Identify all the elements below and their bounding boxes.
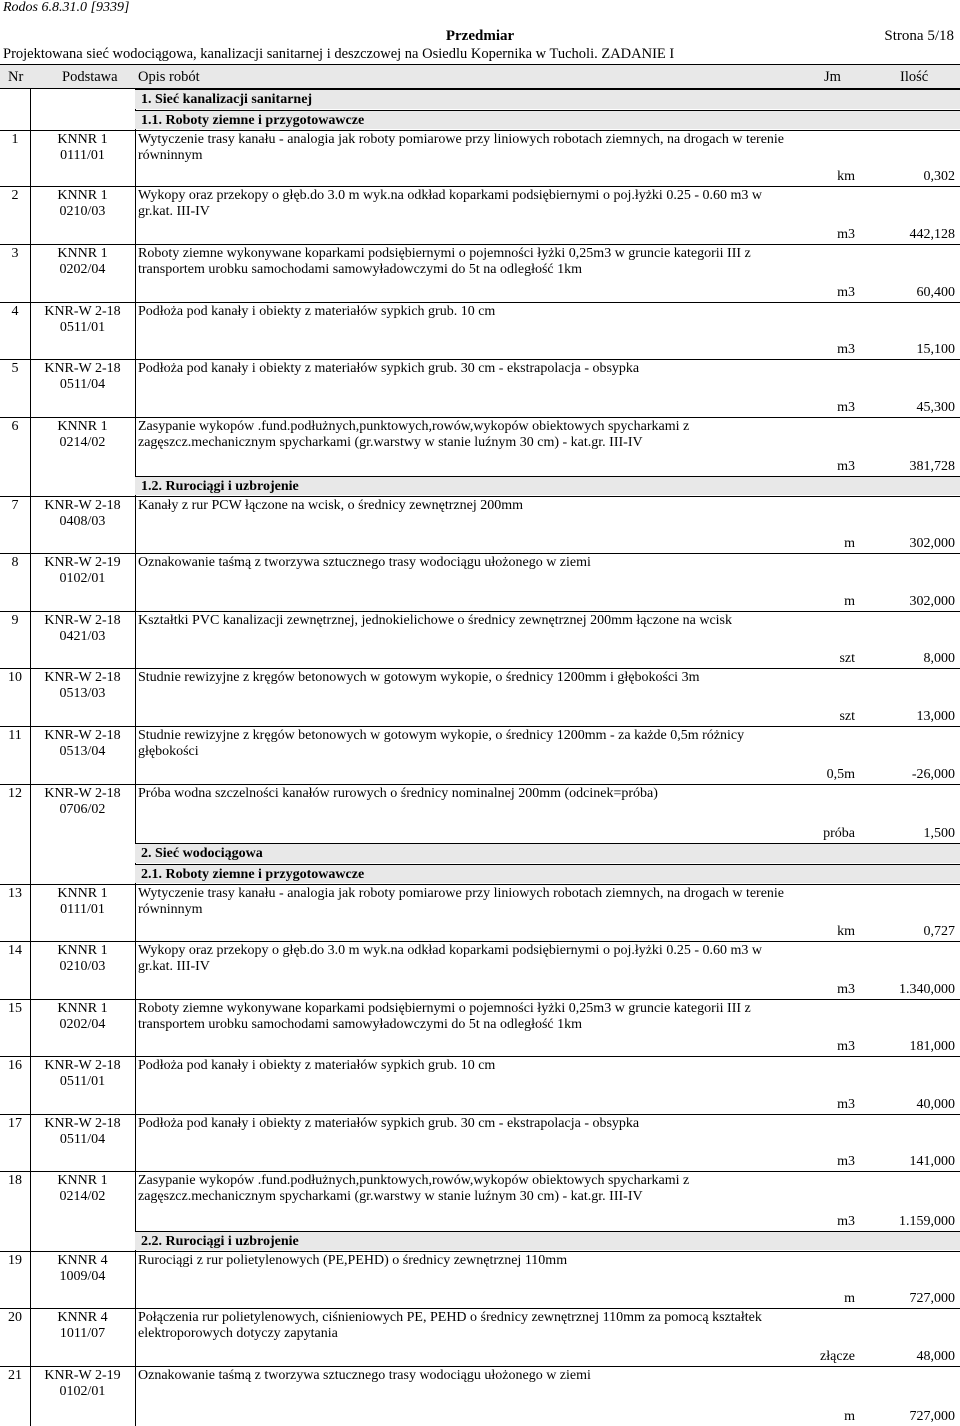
row-basis [30, 361, 135, 393]
section-heading: 2.1. Roboty ziemne i przygotowawcze [135, 864, 960, 883]
table-row [0, 611, 960, 668]
row-unit: m3 [837, 982, 855, 997]
row-number: 6 [11, 419, 19, 434]
row-description: Oznakowanie taśmą z tworzywa sztucznego trasy wodociągu ułożonego w ziemi [138, 555, 591, 570]
row-quantity: 60,400 [916, 285, 955, 300]
row-quantity: 141,000 [909, 1154, 955, 1169]
row-basis [30, 1058, 135, 1090]
row-quantity: 1.159,000 [899, 1214, 955, 1229]
row-quantity: 302,000 [909, 594, 955, 609]
row-basis [30, 498, 135, 530]
row-basis-catalog: KNNR 1 [57, 188, 108, 203]
row-number: 9 [11, 613, 19, 628]
row-quantity: 1,500 [923, 826, 955, 841]
row-basis [30, 555, 135, 587]
row-number: 14 [8, 943, 22, 958]
row-basis-catalog: KNR-W 2-18 [44, 361, 121, 376]
row-basis-position: 0706/02 [59, 802, 106, 817]
row-description: Wytyczenie trasy kanału - analogia jak roboty pomiarowe przy liniowych robotach ziemnych, na drogach w terenie równinnym [138, 886, 785, 917]
row-number: 19 [8, 1253, 22, 1268]
row-number: 13 [8, 886, 22, 901]
row-basis [30, 1368, 135, 1400]
table-row [0, 884, 960, 941]
row-basis-position: 0511/01 [59, 320, 106, 335]
section-heading: 1.1. Roboty ziemne i przygotowawcze [135, 110, 960, 129]
column-header-nr: Nr [8, 69, 24, 85]
row-basis [30, 613, 135, 645]
row-description: Studnie rewizyjne z kręgów betonowych w gotowym wykopie, o średnicy 1200mm i głębokości 3m [138, 670, 700, 685]
row-number: 18 [8, 1173, 22, 1188]
row-quantity: -26,000 [911, 767, 955, 782]
row-description: Wykopy oraz przekopy o głęb.do 3.0 m wyk.na odkład koparkami podsiębiernymi o poj.łyżki 0.25 - 0.60 m3 w gr.kat. III-IV [138, 943, 762, 974]
row-basis-position: 1009/04 [59, 1269, 106, 1284]
row-description: Wykopy oraz przekopy o głęb.do 3.0 m wyk.na odkład koparkami podsiębiernymi o poj.łyżki 0.25 - 0.60 m3 w gr.kat. III-IV [138, 188, 762, 219]
row-description: Studnie rewizyjne z kręgów betonowych w gotowym wykopie, o średnicy 1200mm - za każde 0,5m różnicy głębokości [138, 728, 745, 759]
row-basis-position: 0511/01 [59, 1074, 106, 1089]
row-basis-position: 0202/04 [59, 262, 106, 277]
row-description: Podłoża pod kanały i obiekty z materiałów sypkich grub. 30 cm - ekstrapolacja - obsypka [138, 1116, 640, 1131]
table-row [0, 1251, 960, 1308]
row-unit: szt [839, 709, 855, 724]
row-unit: 0,5m [826, 767, 855, 782]
row-basis-catalog: KNR-W 2-19 [44, 555, 121, 570]
row-basis-catalog: KNR-W 2-19 [44, 1368, 121, 1383]
row-basis [30, 304, 135, 336]
row-quantity: 302,000 [909, 536, 955, 551]
row-basis-catalog: KNNR 1 [57, 419, 108, 434]
row-unit: próba [823, 826, 855, 841]
row-basis [30, 1173, 135, 1205]
row-number: 10 [8, 670, 22, 685]
table-row [0, 1056, 960, 1114]
row-basis [30, 728, 135, 760]
row-unit: m3 [837, 285, 855, 300]
row-description: Wytyczenie trasy kanału - analogia jak roboty pomiarowe przy liniowych robotach ziemnych, na drogach w terenie równinnym [138, 132, 785, 163]
column-header-qty: Ilość [900, 69, 929, 85]
row-description: Rurociągi z rur polietylenowych (PE,PEHD) o średnicy zewnętrznej 110mm [138, 1253, 568, 1268]
row-basis [30, 1116, 135, 1148]
row-unit: m3 [837, 1039, 855, 1054]
column-header-desc: Opis robót [138, 69, 200, 85]
row-basis [30, 1253, 135, 1285]
row-basis-position: 0511/04 [59, 1132, 106, 1147]
row-quantity: 727,000 [909, 1409, 955, 1424]
row-quantity: 0,727 [923, 924, 955, 939]
row-number: 4 [11, 304, 19, 319]
column-header-unit: Jm [824, 69, 841, 85]
table-row [0, 553, 960, 611]
row-quantity: 40,000 [916, 1097, 955, 1112]
row-basis-position: 0513/04 [59, 744, 106, 759]
row-quantity: 15,100 [916, 342, 955, 357]
section-heading: 2.2. Rurociągi i uzbrojenie [135, 1231, 960, 1250]
row-unit: m [844, 1409, 855, 1424]
row-number: 1 [11, 132, 19, 147]
app-version: Rodos 6.8.31.0 [9339] [3, 0, 130, 15]
row-basis-catalog: KNNR 4 [57, 1253, 108, 1268]
row-unit: m [844, 536, 855, 551]
row-quantity: 13,000 [916, 709, 955, 724]
table-row [0, 1171, 960, 1231]
table-row [0, 726, 960, 784]
row-number: 8 [11, 555, 19, 570]
row-basis-catalog: KNNR 1 [57, 886, 108, 901]
row-basis [30, 419, 135, 451]
row-quantity: 45,300 [916, 400, 955, 415]
row-unit: m3 [837, 400, 855, 415]
row-basis-position: 0210/03 [59, 959, 106, 974]
row-unit: m3 [837, 1154, 855, 1169]
row-basis-position: 0513/03 [59, 686, 106, 701]
row-number: 11 [8, 728, 22, 743]
row-basis-position: 0214/02 [59, 435, 106, 450]
row-unit: m3 [837, 342, 855, 357]
table-header [0, 64, 960, 89]
row-description: Podłoża pod kanały i obiekty z materiałów sypkich grub. 10 cm [138, 304, 496, 319]
row-number: 16 [8, 1058, 22, 1073]
row-quantity: 727,000 [909, 1291, 955, 1306]
section-heading: 2. Sieć wodociągowa [135, 843, 960, 863]
row-description: Roboty ziemne wykonywane koparkami podsiębiernymi o pojemności łyżki 0,25m3 w gruncie kategorii III z transportem urobku samochodami samowyładowczymi do 5t na odległość 1km [138, 246, 751, 277]
row-description: Zasypanie wykopów .fund.podłużnych,punktowych,rowów,wykopów obiektowych spycharkami z zagęszcz.mechanicznym spycharkami (gr.warstwy w stanie luźnym 30 cm) - kat.gr. III-IV [138, 1173, 690, 1204]
row-basis-catalog: KNR-W 2-18 [44, 304, 121, 319]
table-row [0, 130, 960, 186]
row-description: Zasypanie wykopów .fund.podłużnych,punktowych,rowów,wykopów obiektowych spycharkami z zagęszcz.mechanicznym spycharkami (gr.warstwy w stanie luźnym 30 cm) - kat.gr. III-IV [138, 419, 690, 450]
table-row [0, 1308, 960, 1366]
row-basis [30, 670, 135, 702]
row-unit: km [837, 169, 855, 184]
row-basis-catalog: KNR-W 2-18 [44, 1058, 121, 1073]
row-quantity: 181,000 [909, 1039, 955, 1054]
row-basis [30, 188, 135, 220]
cost-estimate-table [0, 89, 960, 1426]
table-row [0, 244, 960, 302]
row-basis-catalog: KNNR 1 [57, 1173, 108, 1188]
row-basis-position: 1011/07 [59, 1326, 106, 1341]
row-quantity: 0,302 [923, 169, 955, 184]
row-basis-position: 0210/03 [59, 204, 106, 219]
table-row [0, 1114, 960, 1171]
row-basis-catalog: KNNR 1 [57, 246, 108, 261]
table-row [0, 186, 960, 244]
table-row [0, 417, 960, 476]
row-basis-position: 0214/02 [59, 1189, 106, 1204]
row-basis-catalog: KNR-W 2-18 [44, 1116, 121, 1131]
row-description: Podłoża pod kanały i obiekty z materiałów sypkich grub. 30 cm - ekstrapolacja - obsypka [138, 361, 640, 376]
row-quantity: 1.340,000 [899, 982, 955, 997]
project-name: Projektowana sieć wodociągowa, kanalizacji sanitarnej i deszczowej na Osiedlu Kopernika w Tucholi. ZADANIE I [3, 46, 675, 62]
document-title: Przedmiar [445, 28, 515, 44]
row-basis-catalog: KNNR 1 [57, 1001, 108, 1016]
row-quantity: 48,000 [916, 1349, 955, 1364]
row-unit: m3 [837, 1214, 855, 1229]
section-heading: 1. Sieć kanalizacji sanitarnej [135, 89, 960, 109]
row-description: Kanały z rur PCW łączone na wcisk, o średnicy zewnętrznej 200mm [138, 498, 523, 513]
table-row [0, 496, 960, 553]
row-unit: złącze [820, 1349, 855, 1364]
row-basis [30, 886, 135, 918]
row-basis-catalog: KNR-W 2-18 [44, 670, 121, 685]
row-basis-position: 0408/03 [59, 514, 106, 529]
page-number: Strona 5/18 [884, 28, 954, 44]
column-header-basis: Podstawa [62, 69, 118, 85]
table-row [0, 359, 960, 417]
row-basis-position: 0421/03 [59, 629, 106, 644]
row-basis [30, 943, 135, 975]
row-description: Połączenia rur polietylenowych, ciśnieniowych PE, PEHD o średnicy zewnętrznej 110mm za pomocą kształtek elektroporowych dotyczy zapytania [138, 1310, 762, 1341]
table-row [0, 784, 960, 843]
row-number: 21 [8, 1368, 22, 1383]
row-number: 12 [8, 786, 22, 801]
row-basis-catalog: KNR-W 2-18 [44, 613, 121, 628]
row-basis-catalog: KNR-W 2-18 [44, 498, 121, 513]
row-unit: m3 [837, 227, 855, 242]
row-number: 17 [8, 1116, 22, 1131]
row-unit: szt [839, 651, 855, 666]
row-basis-position: 0111/01 [60, 148, 105, 163]
row-basis [30, 1310, 135, 1342]
table-row [0, 302, 960, 359]
row-quantity: 442,128 [909, 227, 955, 242]
row-basis-catalog: KNNR 4 [57, 1310, 108, 1325]
row-basis [30, 1001, 135, 1033]
row-quantity: 381,728 [909, 459, 955, 474]
row-number: 2 [11, 188, 19, 203]
row-description: Podłoża pod kanały i obiekty z materiałów sypkich grub. 10 cm [138, 1058, 496, 1073]
row-basis-position: 0202/04 [59, 1017, 106, 1032]
row-unit: m3 [837, 1097, 855, 1112]
row-basis-catalog: KNR-W 2-18 [44, 786, 121, 801]
row-basis-catalog: KNR-W 2-18 [44, 728, 121, 743]
row-basis [30, 246, 135, 278]
row-number: 15 [8, 1001, 22, 1016]
row-unit: m [844, 1291, 855, 1306]
row-unit: km [837, 924, 855, 939]
table-row [0, 999, 960, 1056]
row-unit: m3 [837, 459, 855, 474]
row-basis-position: 0511/04 [59, 377, 106, 392]
row-number: 3 [11, 246, 19, 261]
table-row [0, 668, 960, 726]
row-number: 5 [11, 361, 19, 376]
row-description: Próba wodna szczelności kanałów rurowych o średnicy nominalnej 200mm (odcinek=próba) [138, 786, 658, 801]
row-basis-position: 0102/01 [59, 1384, 106, 1399]
row-description: Oznakowanie taśmą z tworzywa sztucznego trasy wodociągu ułożonego w ziemi [138, 1368, 591, 1383]
row-basis-catalog: KNNR 1 [57, 943, 108, 958]
row-basis-position: 0111/01 [60, 902, 105, 917]
row-basis [30, 786, 135, 818]
row-description: Roboty ziemne wykonywane koparkami podsiębiernymi o pojemności łyżki 0,25m3 w gruncie kategorii III z transportem urobku samochodami samowyładowczymi do 5t na odległość 1km [138, 1001, 751, 1032]
row-quantity: 8,000 [923, 651, 955, 666]
row-number: 20 [8, 1310, 22, 1325]
table-row [0, 941, 960, 999]
table-row [0, 1366, 960, 1426]
row-number: 7 [11, 498, 19, 513]
section-heading: 1.2. Rurociągi i uzbrojenie [135, 476, 960, 495]
row-basis-catalog: KNNR 1 [57, 132, 108, 147]
row-basis-position: 0102/01 [59, 571, 106, 586]
row-basis [30, 132, 135, 164]
row-description: Kształtki PVC kanalizacji zewnętrznej, jednokielichowe o średnicy zewnętrznej 200mm łączone na wcisk [138, 613, 733, 628]
row-unit: m [844, 594, 855, 609]
